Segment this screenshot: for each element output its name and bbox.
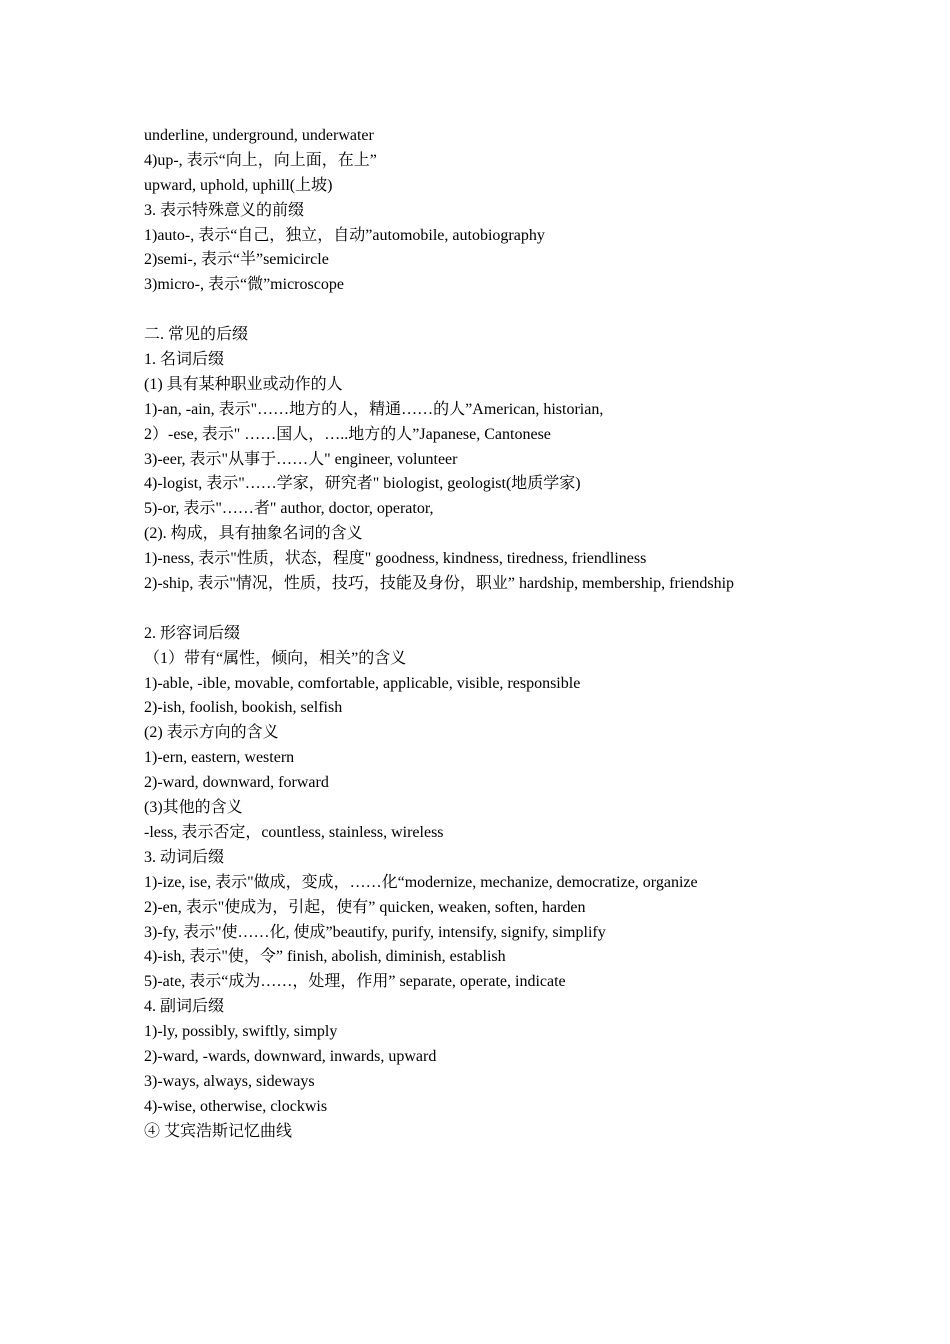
subsection-heading: (3)其他的含义 <box>144 799 243 817</box>
text-line: 2)-ish, foolish, bookish, selfish <box>144 699 343 717</box>
blank-line <box>144 597 924 622</box>
subsection-heading: (2) 表示方向的含义 <box>144 724 279 742</box>
text-line: 3)-eer, 表示"从事于……人" engineer, volunteer <box>144 450 458 468</box>
section-heading: 4. 副词后缀 <box>144 998 225 1016</box>
section-heading: 2. 形容词后缀 <box>144 624 241 642</box>
text-line: 2)-en, 表示"使成为，引起，使有” quicken, weaken, soften, harden <box>144 898 586 916</box>
text-line: 2)-ship, 表示"情况，性质，技巧，技能及身份，职业” hardship, membership, friendship <box>144 575 735 593</box>
document-page <box>144 124 924 1145</box>
subsection-heading: (2). 构成，具有抽象名词的含义 <box>144 525 363 543</box>
text-line: 2)semi-, 表示“半”semicircle <box>144 251 329 269</box>
text-line: 2)-ward, downward, forward <box>144 774 329 792</box>
text-line: 2)-ward, -wards, downward, inwards, upward <box>144 1047 437 1065</box>
text-line: upward, uphold, uphill(上坡) <box>144 176 333 194</box>
section-heading: 3. 动词后缀 <box>144 848 225 866</box>
subsection-heading: (1) 具有某种职业或动作的人 <box>144 375 343 393</box>
text-line: 1)-ern, eastern, western <box>144 749 295 767</box>
blank-line <box>144 298 924 323</box>
text-line: 4)-ish, 表示"使，令” finish, abolish, diminish, establish <box>144 948 506 966</box>
text-line: 3)-ways, always, sideways <box>144 1072 315 1090</box>
text-line: 1)-ness, 表示"性质，状态，程度" goodness, kindness, tiredness, friendliness <box>144 550 647 568</box>
text-line: -less, 表示否定，countless, stainless, wireless <box>144 823 444 841</box>
text-line: 1)auto-, 表示“自己，独立，自动”automobile, autobiography <box>144 226 545 244</box>
text-line: 2）-ese, 表示" ……国人，…..地方的人”Japanese, Cantonese <box>144 425 551 443</box>
text-line: 3)-fy, 表示"使……化, 使成”beautify, purify, intensify, signify, simplify <box>144 923 606 941</box>
text-line: 4)-logist, 表示"……学家，研究者" biologist, geologist(地质学家) <box>144 475 581 493</box>
section-heading: 3. 表示特殊意义的前缀 <box>144 201 305 219</box>
text-line: 1)-ize, ise, 表示"做成，变成，……化“modernize, mechanize, democratize, organize <box>144 873 698 891</box>
text-line: 5)-or, 表示"……者" author, doctor, operator, <box>144 500 434 518</box>
text-line: 5)-ate, 表示“成为……，处理，作用” separate, operate, indicate <box>144 973 566 991</box>
subsection-heading: （1）带有“属性，倾向，相关”的含义 <box>144 649 407 667</box>
section-heading: 1. 名词后缀 <box>144 351 225 369</box>
text-line: 4)up-, 表示“向上，向上面，在上” <box>144 151 377 169</box>
section-heading: 二. 常见的后缀 <box>144 326 249 344</box>
text-line: underline, underground, underwater <box>144 127 374 144</box>
section-heading: ④ 艾宾浩斯记忆曲线 <box>144 1122 293 1140</box>
text-line: 1)-ly, possibly, swiftly, simply <box>144 1023 338 1041</box>
text-line: 4)-wise, otherwise, clockwis <box>144 1097 328 1115</box>
text-line: 1)-able, -ible, movable, comfortable, applicable, visible, responsible <box>144 674 581 692</box>
text-line: 3)micro-, 表示“微”microscope <box>144 276 344 294</box>
text-line: 1)-an, -ain, 表示"……地方的人，精通……的人”American, historian, <box>144 400 604 418</box>
